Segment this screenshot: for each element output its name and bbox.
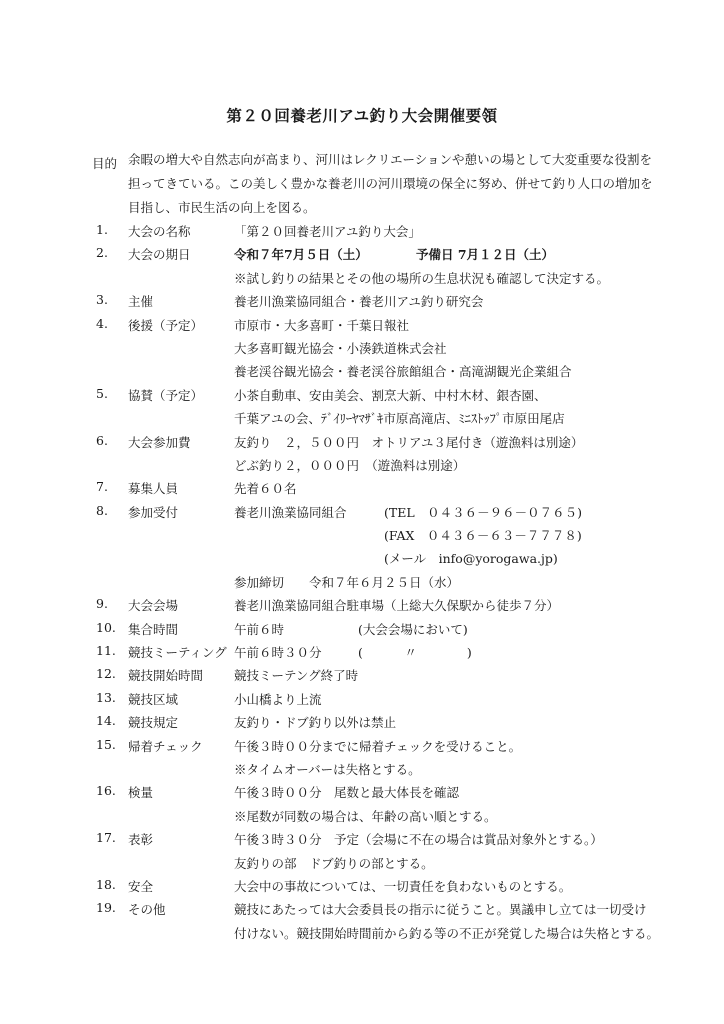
item-value: 競技にあたっては大会委員長の指示に従うこと。異議申し立ては一切受け: [234, 902, 647, 918]
item-number: 17.: [96, 830, 116, 846]
item-label: 集合時間: [128, 621, 179, 637]
item-row-gathering: [0, 620, 724, 643]
item-note: (大会会場において): [358, 621, 468, 637]
item-label: 大会参加費: [128, 434, 191, 450]
item-label: 参加受付: [128, 504, 179, 520]
item-value: 友釣り ２，５００円 オトリアユ３尾付き（遊漁料は別途）: [234, 434, 584, 450]
item-number: 7.: [96, 479, 108, 495]
item-row-venue: [0, 596, 724, 619]
item-number: 6.: [96, 432, 108, 448]
item-row-other: [0, 900, 724, 923]
item-label: 後援（予定）: [128, 317, 204, 333]
item-number: 3.: [96, 292, 108, 308]
item-number: 10.: [96, 619, 116, 635]
item-number: 8.: [96, 502, 108, 518]
item-value: 参加締切 令和７年６月２５日（水）: [234, 574, 460, 590]
item-number: 4.: [96, 315, 108, 331]
item-value: どぶ釣り２，０００円 （遊漁料は別途）: [234, 457, 466, 473]
purpose-line: 目指し、市民生活の向上を図る。: [128, 200, 316, 215]
item-label: 大会会場: [128, 598, 179, 614]
contact-email: (メール info@yorogawa.jp): [384, 551, 558, 567]
item-value: 大多喜町観光協会・小湊鉄道株式会社: [234, 340, 447, 356]
item-label: 大会の期日: [128, 247, 191, 263]
item-row-registration-fax: [0, 526, 724, 549]
item-row-registration-mail: [0, 549, 724, 572]
item-value: 友釣り・ドブ釣り以外は禁止: [234, 715, 397, 731]
item-row-date-note: [0, 269, 724, 292]
item-value: 養老川漁業協同組合駐車場（上総大久保駅から徒歩７分）: [234, 598, 560, 614]
item-value: 小山橋より上流: [234, 691, 322, 707]
item-value: 大会中の事故については、一切責任を負わないものとする。: [234, 878, 572, 894]
item-label: 募集人員: [128, 481, 179, 497]
item-number: 2.: [96, 245, 108, 261]
item-value: 「第２０回養老川アユ釣り大会」: [234, 224, 421, 239]
event-date: 令和７年7月５日（土）: [234, 247, 368, 263]
item-row-fee-cont: [0, 456, 724, 479]
item-value: ※試し釣りの結果とその他の場所の生息状況も確認して決定する。: [234, 270, 610, 286]
item-value: 午前６時: [234, 621, 285, 637]
contact-tel: (TEL ０４３６－９６－０７６５): [384, 504, 583, 520]
item-value: ※尾数が同数の場合は、年齢の高い順とする。: [234, 808, 497, 824]
item-row-fee: [0, 433, 724, 456]
item-label: 協賛（予定）: [128, 387, 204, 403]
item-row-return-check: [0, 737, 724, 760]
item-row-rules: [0, 713, 724, 736]
item-value: 午後３時００分 尾数と最大体長を確認: [234, 785, 460, 801]
item-value: 午前６時３０分: [234, 645, 322, 661]
item-row-area: [0, 690, 724, 713]
item-number: 19.: [96, 900, 116, 916]
purpose-line: 担ってきている。この美しく豊かな養老川の河川環境の保全に努め、併せて釣り人口の増加を: [128, 176, 653, 191]
item-number: 9.: [96, 596, 108, 612]
item-row-deadline: [0, 573, 724, 596]
item-value: 千葉アユの会、ﾃﾞｲﾘｰﾔﾏｻﾞｷ市原高滝店、ﾐﾆｽﾄｯﾌﾟ市原田尾店: [234, 411, 565, 427]
item-number: 12.: [96, 666, 116, 682]
item-label: その他: [128, 902, 166, 918]
item-value: 養老川漁業協同組合・養老川アユ釣り研究会: [234, 294, 484, 310]
item-row-support-cont: [0, 362, 724, 385]
item-row-organizer: [0, 292, 724, 315]
item-row-weigh-in-note: [0, 807, 724, 830]
item-value: 午後３時００分までに帰着チェックを受けること。: [234, 738, 522, 754]
item-row-registration: [0, 503, 724, 526]
item-row-awards: [0, 830, 724, 853]
item-label: 表彰: [128, 832, 154, 848]
contact-fax: (FAX ０４３６－６３－７７７８): [384, 528, 582, 544]
item-row-safety: [0, 877, 724, 900]
item-row-start-time: [0, 666, 724, 689]
item-row-sponsor: [0, 386, 724, 409]
item-label: 競技区域: [128, 691, 179, 707]
item-row-support-cont: [0, 339, 724, 362]
item-row-sponsor-cont: [0, 409, 724, 432]
item-label: 帰着チェック: [128, 738, 203, 754]
purpose-text: [128, 152, 653, 226]
item-row-support: [0, 316, 724, 339]
item-value: 友釣りの部 ドブ釣りの部とする。: [234, 855, 434, 871]
document-title: 第２０回養老川アユ釣り大会開催要領: [226, 106, 498, 125]
item-value: 養老渓谷観光協会・養老渓谷旅館組合・高滝湖観光企業組合: [234, 364, 572, 380]
item-value: 先着６０名: [234, 481, 297, 497]
purpose-line: 余暇の増大や自然志向が高まり、河川はレクリエーションや憩いの場として大変重要な役割を: [128, 152, 653, 167]
item-number: 14.: [96, 713, 116, 729]
item-number: 13.: [96, 689, 116, 705]
item-label: 競技開始時間: [128, 668, 204, 684]
item-row-other-cont: [0, 924, 724, 947]
item-label: 検量: [128, 785, 154, 801]
item-value: 競技ミーテング終了時: [234, 668, 359, 684]
item-row-weigh-in: [0, 783, 724, 806]
item-label: 競技ミーティング: [128, 645, 227, 661]
purpose-label: 目的: [92, 156, 118, 171]
item-row-awards-cont: [0, 854, 724, 877]
item-row-date: [0, 245, 724, 268]
item-number: 5.: [96, 385, 108, 401]
item-value: 午後３時３０分 予定（会場に不在の場合は賞品対象外とする。）: [234, 832, 603, 848]
item-number: 11.: [96, 643, 116, 659]
item-label: 競技規定: [128, 715, 179, 731]
item-number: 15.: [96, 736, 116, 752]
item-row-name: [0, 222, 724, 245]
item-value: 養老川漁業協同組合: [234, 504, 347, 520]
item-value: ※タイムオーバーは失格とする。: [234, 761, 421, 777]
item-label: 大会の名称: [128, 224, 191, 239]
item-number: 16.: [96, 783, 116, 799]
item-note: ( 〃 ): [358, 645, 472, 661]
item-row-return-check-note: [0, 760, 724, 783]
item-row-meeting: [0, 643, 724, 666]
item-label: 主催: [128, 294, 154, 310]
item-value: 付けない。競技開始時間前から釣る等の不正が発覚した場合は失格とする。: [234, 925, 660, 941]
item-label: 安全: [128, 878, 154, 894]
item-value: 小茶自動車、安由美会、割烹大新、中村木材、銀杏園、: [234, 387, 547, 403]
item-number: 1.: [96, 222, 108, 237]
item-value: 市原市・大多喜町・千葉日報社: [234, 317, 410, 333]
item-list: [0, 222, 724, 947]
item-number: 18.: [96, 876, 116, 892]
item-row-capacity: [0, 479, 724, 502]
reserve-date: 予備日 7月１２日（土）: [416, 247, 555, 263]
